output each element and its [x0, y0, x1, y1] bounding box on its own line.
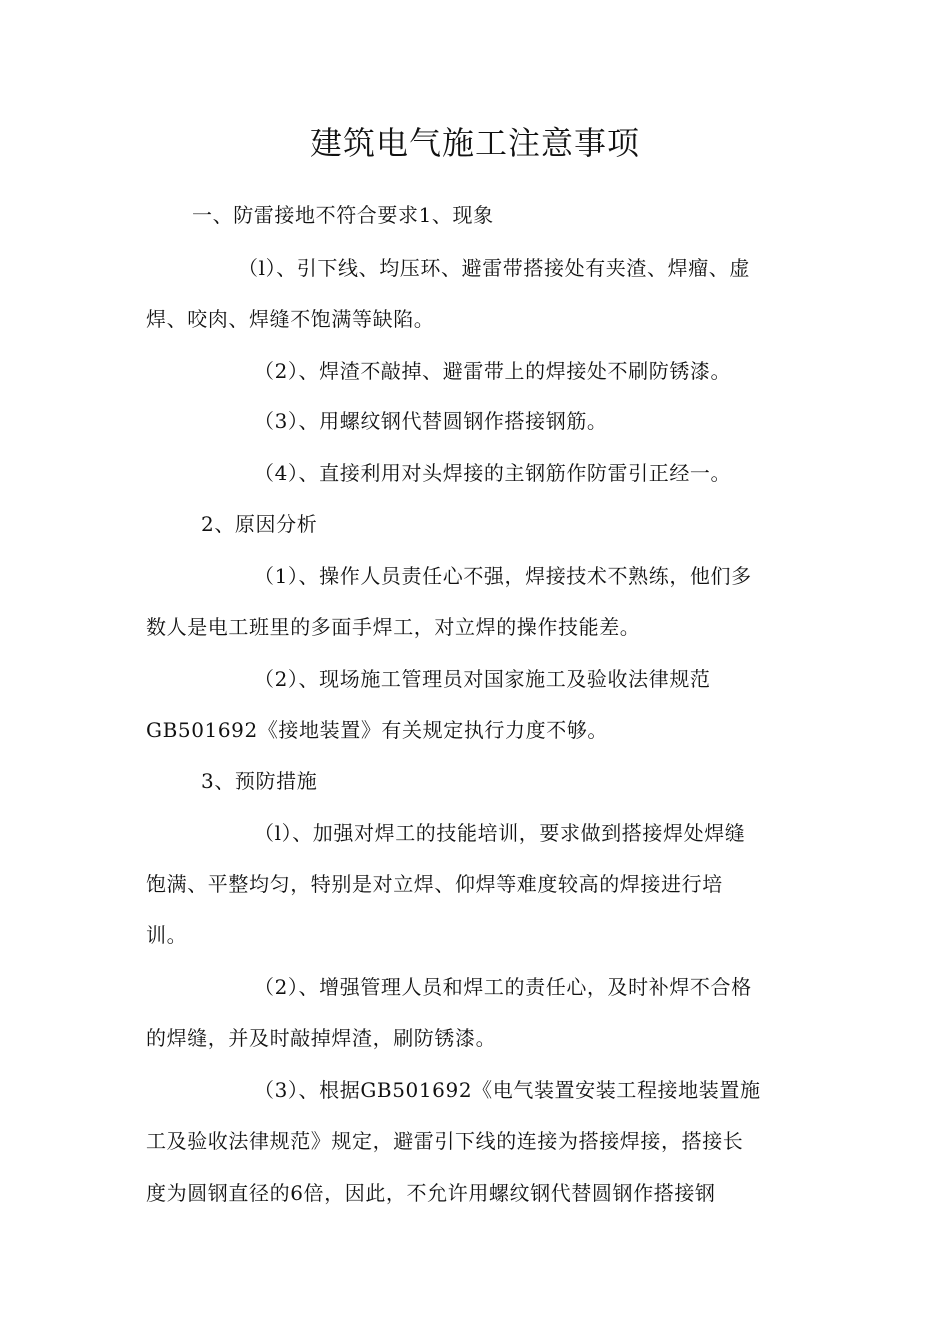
paragraph-line: GB501692《接地装置》有关规定执行力度不够。 — [146, 718, 609, 742]
document-title: 建筑电气施工注意事项 — [309, 124, 640, 162]
section-heading-3: 3、预防措施 — [201, 769, 318, 793]
paragraph-line: （l）、引下线、均压环、避雷带搭接处有夹渣、焊瘤、虚 — [238, 256, 750, 280]
paragraph-line: （2）、焊渣不敲掉、避雷带上的焊接处不刷防锈漆。 — [254, 359, 732, 383]
paragraph-line: 的焊缝，并及时敲掉焊渣，刷防锈漆。 — [146, 1026, 497, 1050]
paragraph-line: （2）、现场施工管理员对国家施工及验收法律规范 — [254, 667, 711, 691]
section-heading-2: 2、原因分析 — [201, 512, 318, 536]
section-heading-1: 一、防雷接地不符合要求1、现象 — [192, 203, 494, 227]
paragraph-line: （l）、加强对焊工的技能培训，要求做到搭接焊处焊缝 — [254, 821, 746, 845]
paragraph-line: （3）、根据GB501692《电气装置安装工程接地装置施 — [254, 1078, 761, 1102]
paragraph-line: （2）、增强管理人员和焊工的责任心，及时补焊不合格 — [254, 975, 752, 999]
paragraph-line: 工及验收法律规范》规定，避雷引下线的连接为搭接焊接，搭接长 — [146, 1129, 744, 1153]
paragraph-line: 饱满、平整均匀，特别是对立焊、仰焊等难度较高的焊接进行培 — [146, 872, 723, 896]
paragraph-line: 训。 — [146, 923, 188, 947]
paragraph-line: （1）、操作人员责任心不强，焊接技术不熟练，他们多 — [254, 564, 752, 588]
paragraph-line: 焊、咬肉、焊缝不饱满等缺陷。 — [146, 307, 435, 331]
paragraph-line: （3）、用螺纹钢代替圆钢作搭接钢筋。 — [254, 409, 608, 433]
paragraph-line: （4）、直接利用对头焊接的主钢筋作防雷引正经一。 — [254, 461, 732, 485]
paragraph-line: 数人是电工班里的多面手焊工，对立焊的操作技能差。 — [146, 615, 641, 639]
paragraph-line: 度为圆钢直径的6倍，因此，不允许用螺纹钢代替圆钢作搭接钢 — [146, 1181, 716, 1205]
